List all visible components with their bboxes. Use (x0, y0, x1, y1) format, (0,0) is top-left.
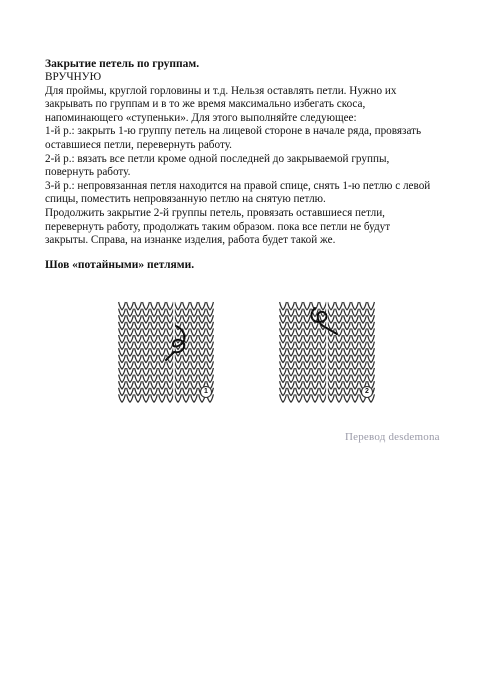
knit-stitch (159, 302, 166, 310)
text-line: ВРУЧНУЮ (45, 71, 102, 83)
text-line: 3-й р.: непровязанная петля находится на правой спице, снять 1-ю петлю с левой (45, 179, 431, 192)
translation-credit: Перевод desdemona (345, 431, 440, 443)
text-line: повернуть работу. (45, 166, 131, 179)
figure-number-badge: 1 (200, 386, 212, 398)
text-line: закрывать по группам и в то же время максимально избегать скоса, (45, 98, 366, 111)
text-line: перевернуть работу, продолжать таким образом. пока все петли не будут (45, 220, 391, 233)
knit-stitch (207, 302, 214, 310)
knit-stitch-illustration (118, 300, 214, 403)
knit-stitch (320, 302, 327, 310)
text-line: 1-й р.: закрыть 1-ю группу петель на лицевой стороне в начале ряда, провязать (45, 125, 422, 138)
knit-stitch-illustration (279, 300, 375, 403)
knit-stitch (328, 302, 335, 310)
section-title-binding-off: Закрытие петель по группам. (45, 58, 200, 70)
knit-stitch (352, 302, 359, 310)
knit-stitch (135, 302, 142, 310)
document-body (45, 58, 450, 272)
knit-stitch (151, 302, 158, 310)
text-line: закрыты. Справа, на изнанке изделия, работа будет такой же. (45, 234, 336, 247)
knit-stitch (344, 302, 351, 310)
knit-stitch (119, 302, 126, 310)
knit-stitch (336, 302, 343, 310)
text-line: оставшиеся петли, перевернуть работу. (45, 138, 232, 151)
knit-stitch (191, 302, 198, 310)
knit-stitch (127, 302, 134, 310)
knit-stitch (368, 302, 375, 310)
knitting-figure-2 (279, 300, 375, 403)
knit-stitch (296, 302, 303, 310)
knit-stitch (183, 302, 190, 310)
knit-stitch (288, 302, 295, 310)
knitting-figure-1 (118, 300, 214, 403)
knitting-illustrations (118, 300, 383, 405)
knit-stitch (199, 302, 206, 310)
text-line: Продолжить закрытие 2-й группы петель, провязать оставшиеся петли, (45, 206, 385, 219)
knit-stitch (304, 302, 311, 310)
text-line: 2-й р.: вязать все петли кроме одной последней до закрываемой группы, (45, 152, 390, 165)
knit-stitch (175, 302, 182, 310)
text-line: спицы, поместить непровязанную петлю на снятую петлю. (45, 193, 326, 206)
knit-stitch (143, 302, 150, 310)
knit-stitch (360, 302, 367, 310)
section-title-invisible-seam: Шов «потайными» петлями. (45, 258, 195, 271)
text-line: напоминающего «ступеньки». Для этого выполняйте следующее: (45, 111, 357, 124)
figure-number-badge: 2 (361, 386, 373, 398)
text-line: Для проймы, круглой горловины и т.д. Нельзя оставлять петли. Нужно их (45, 84, 397, 97)
knit-stitch (280, 302, 287, 310)
knit-stitch (167, 302, 174, 310)
